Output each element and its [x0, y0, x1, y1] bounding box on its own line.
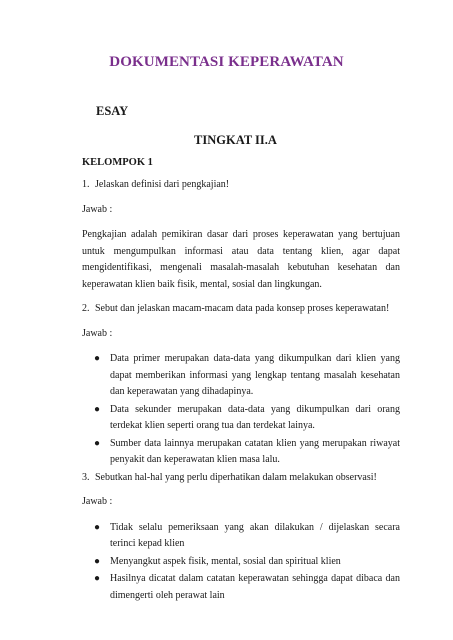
answer-label: Jawab : [82, 327, 113, 339]
question-2 [82, 301, 400, 318]
list-item [82, 402, 400, 435]
list-item [82, 520, 400, 553]
document-title: DOKUMENTASI KEPERAWATAN [109, 54, 344, 70]
list-item [82, 571, 400, 604]
class-heading: TINGKAT II.A [194, 133, 277, 147]
list-item-text: Menyangkut aspek fisik, mental, sosial dan spiritual klien [110, 555, 341, 567]
group-heading: KELOMPOK 1 [82, 157, 153, 168]
bullet-icon: ● [94, 555, 101, 567]
question-text: Sebut dan jelaskan macam-macam data pada konsep proses keperawatan! [95, 303, 390, 314]
answer-label: Jawab : [82, 203, 113, 215]
list-item-text: Tidak selalu pemeriksaan yang akan dilakukan / dijelaskan secara terinci kepad klien [110, 521, 400, 549]
list-item [82, 351, 400, 401]
bullet-icon: ● [94, 521, 101, 533]
list-item [82, 436, 400, 469]
bullet-icon: ● [94, 353, 101, 364]
list-item-text: Hasilnya dicatat dalam catatan keperawatan sehingga dapat dibaca dan dimengerti oleh perawat lain [110, 573, 400, 601]
bullet-icon: ● [94, 573, 101, 584]
question-text: Jelaskan definisi dari pengkajian! [95, 179, 230, 190]
essay-heading: ESAY [96, 104, 129, 118]
question-1 [82, 177, 400, 194]
question-text: Sebutkan hal-hal yang perlu diperhatikan dalam melakukan observasi! [95, 471, 377, 483]
list-item-text: Data primer merupakan data-data yang dikumpulkan dari klien yang dapat memberikan informasi yang lengkap tentang masalah kesehatan dan keperawatan yang dihadapinya. [110, 353, 400, 397]
answer-label: Jawab : [82, 496, 113, 507]
question-number: 1. [82, 179, 90, 190]
bullet-icon: ● [94, 437, 101, 449]
list-item-text: Sumber data lainnya merupakan catatan klien yang merupakan riwayat penyakit dan keperawatan klien masa lalu. [110, 437, 400, 465]
list-item [82, 554, 400, 571]
document-body [82, 177, 400, 605]
bullet-icon: ● [94, 403, 101, 415]
answer-1-text: Pengkajian adalah pemikiran dasar dari proses keperawatan yang bertujuan untuk mengumpulkan informasi atau data tentang klien, agar dapat mengidentifikasi, mengenali masalah-masalah kebutuhan kesehatan dan keperawatan klien baik fisik, mental, sosial dan lingkungan. [82, 229, 400, 290]
answer-3-list [82, 520, 400, 605]
question-number: 3. [82, 471, 90, 483]
question-3 [82, 470, 400, 487]
question-number: 2. [82, 303, 90, 314]
list-item-text: Data sekunder merupakan data-data yang dikumpulkan dari orang terdekat klien seperti orang tua dan terdekat lainya. [110, 403, 400, 431]
answer-2-list [82, 351, 400, 469]
